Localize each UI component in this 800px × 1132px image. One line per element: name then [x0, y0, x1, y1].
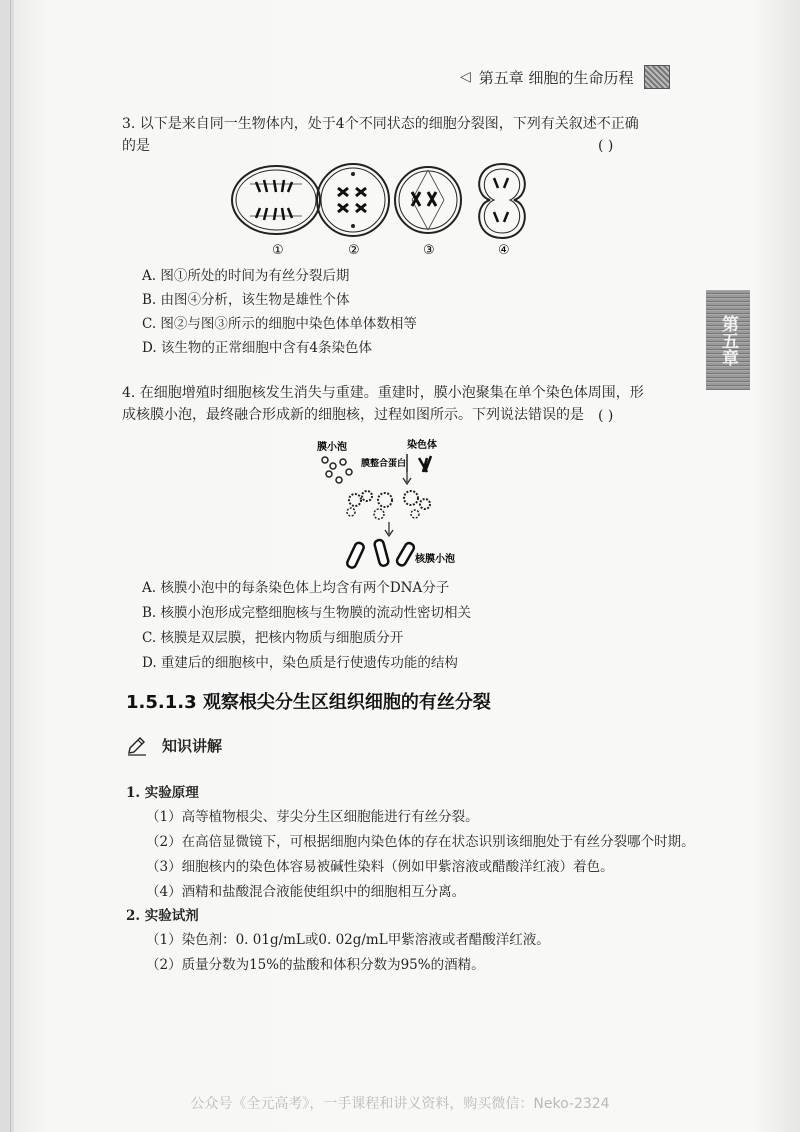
label-vesicle: 膜小泡	[317, 442, 347, 453]
cell-2-diagram	[317, 164, 389, 236]
chromosomes-top	[407, 454, 431, 472]
question-4-option-b: B. 核膜小泡形成完整细胞核与生物膜的流动性密切相关	[142, 605, 472, 621]
chapter-header	[460, 62, 670, 92]
publisher-logo-icon	[644, 65, 670, 89]
nuclear-rebuild-figure	[315, 438, 475, 570]
heading-principles: 1. 实验原理	[126, 785, 199, 801]
heading-reagents: 2. 实验试剂	[126, 908, 199, 924]
cell-4-diagram	[479, 164, 525, 238]
question-4-option-a: A. 核膜小泡中的每条染色体上均含有两个DNA分子	[142, 580, 450, 596]
label-fusion-protein: 膜整合蛋白	[361, 459, 407, 469]
principle-1: （1）高等植物根尖、芽尖分生区细胞能进行有丝分裂。	[146, 809, 479, 825]
label-chromosome: 染色体	[407, 440, 437, 451]
question-4-answer-paren: ( )	[598, 408, 614, 424]
footer-watermark: 公众号《全元高考》，一手课程和讲义资料，购买微信：Neko-2324	[190, 1096, 610, 1112]
question-4-stem: 4. 在细胞增殖时细胞核发生消失与重建。重建时，膜小泡聚集在单个染色体周围，形成核膜小泡，最终融合形成新的细胞核，过程如图所示。下列说法错误的是	[122, 385, 644, 423]
question-4-option-d: D. 重建后的细胞核中，染色质是行使遗传功能的结构	[142, 655, 458, 671]
knowledge-title: 知识讲解	[162, 737, 223, 755]
cell-division-figure	[230, 160, 540, 260]
page-edge-line	[10, 0, 11, 1132]
vesicles-gathering	[347, 491, 430, 519]
figure-label-4: ④	[498, 243, 510, 258]
question-3-stem: 3. 以下是来自同一生物体内，处于4个不同状态的细胞分裂图，下列有关叙述不正确的是	[122, 116, 639, 154]
question-3-option-c: C. 图②与图③所示的细胞中染色体单体数相等	[142, 316, 417, 332]
vesicle-cluster	[322, 457, 352, 483]
cell-1-diagram	[232, 166, 320, 234]
question-3-answer-paren: ( )	[598, 138, 614, 154]
section-title: 1.5.1.3 观察根尖分生区组织细胞的有丝分裂	[126, 692, 491, 713]
page-edge-shadow	[0, 0, 14, 1132]
pencil-icon	[126, 736, 148, 756]
nuclear-vesicles	[346, 539, 415, 569]
figure-label-2: ②	[348, 243, 360, 258]
label-nuclear-vesicle: 核膜小泡	[415, 554, 455, 565]
figure-label-3: ③	[423, 243, 435, 258]
reagent-2: （2）质量分数为15%的盐酸和体积分数为95%的酒精。	[146, 957, 485, 973]
knowledge-heading	[126, 735, 222, 756]
nav-arrow-icon: ◁	[460, 69, 471, 85]
chapter-side-tab	[706, 290, 750, 390]
reagent-1: （1）染色剂：0. 01g/mL或0. 02g/mL甲紫溶液或者醋酸洋红液。	[146, 932, 550, 948]
question-4-option-c: C. 核膜是双层膜，把核内物质与细胞质分开	[142, 630, 404, 646]
question-3-option-a: A. 图①所处的时间为有丝分裂后期	[142, 268, 350, 284]
principle-3: （3）细胞核内的染色体容易被碱性染料（例如甲紫溶液或醋酸洋红液）着色。	[146, 859, 614, 875]
principle-4: （4）酒精和盐酸混合液能使组织中的细胞相互分离。	[146, 884, 466, 900]
question-3-option-d: D. 该生物的正常细胞中含有4条染色体	[142, 340, 373, 356]
chapter-title: 第五章 细胞的生命历程	[478, 68, 634, 87]
question-3-option-b: B. 由图④分析，该生物是雄性个体	[142, 292, 350, 308]
figure-label-1: ①	[272, 243, 284, 258]
principle-2: （2）在高倍显微镜下，可根据细胞内染色体的存在状态识别该细胞处于有丝分裂哪个时期。	[146, 834, 695, 850]
side-tab-label: 第五章	[718, 314, 738, 366]
cell-3-diagram	[395, 167, 461, 233]
